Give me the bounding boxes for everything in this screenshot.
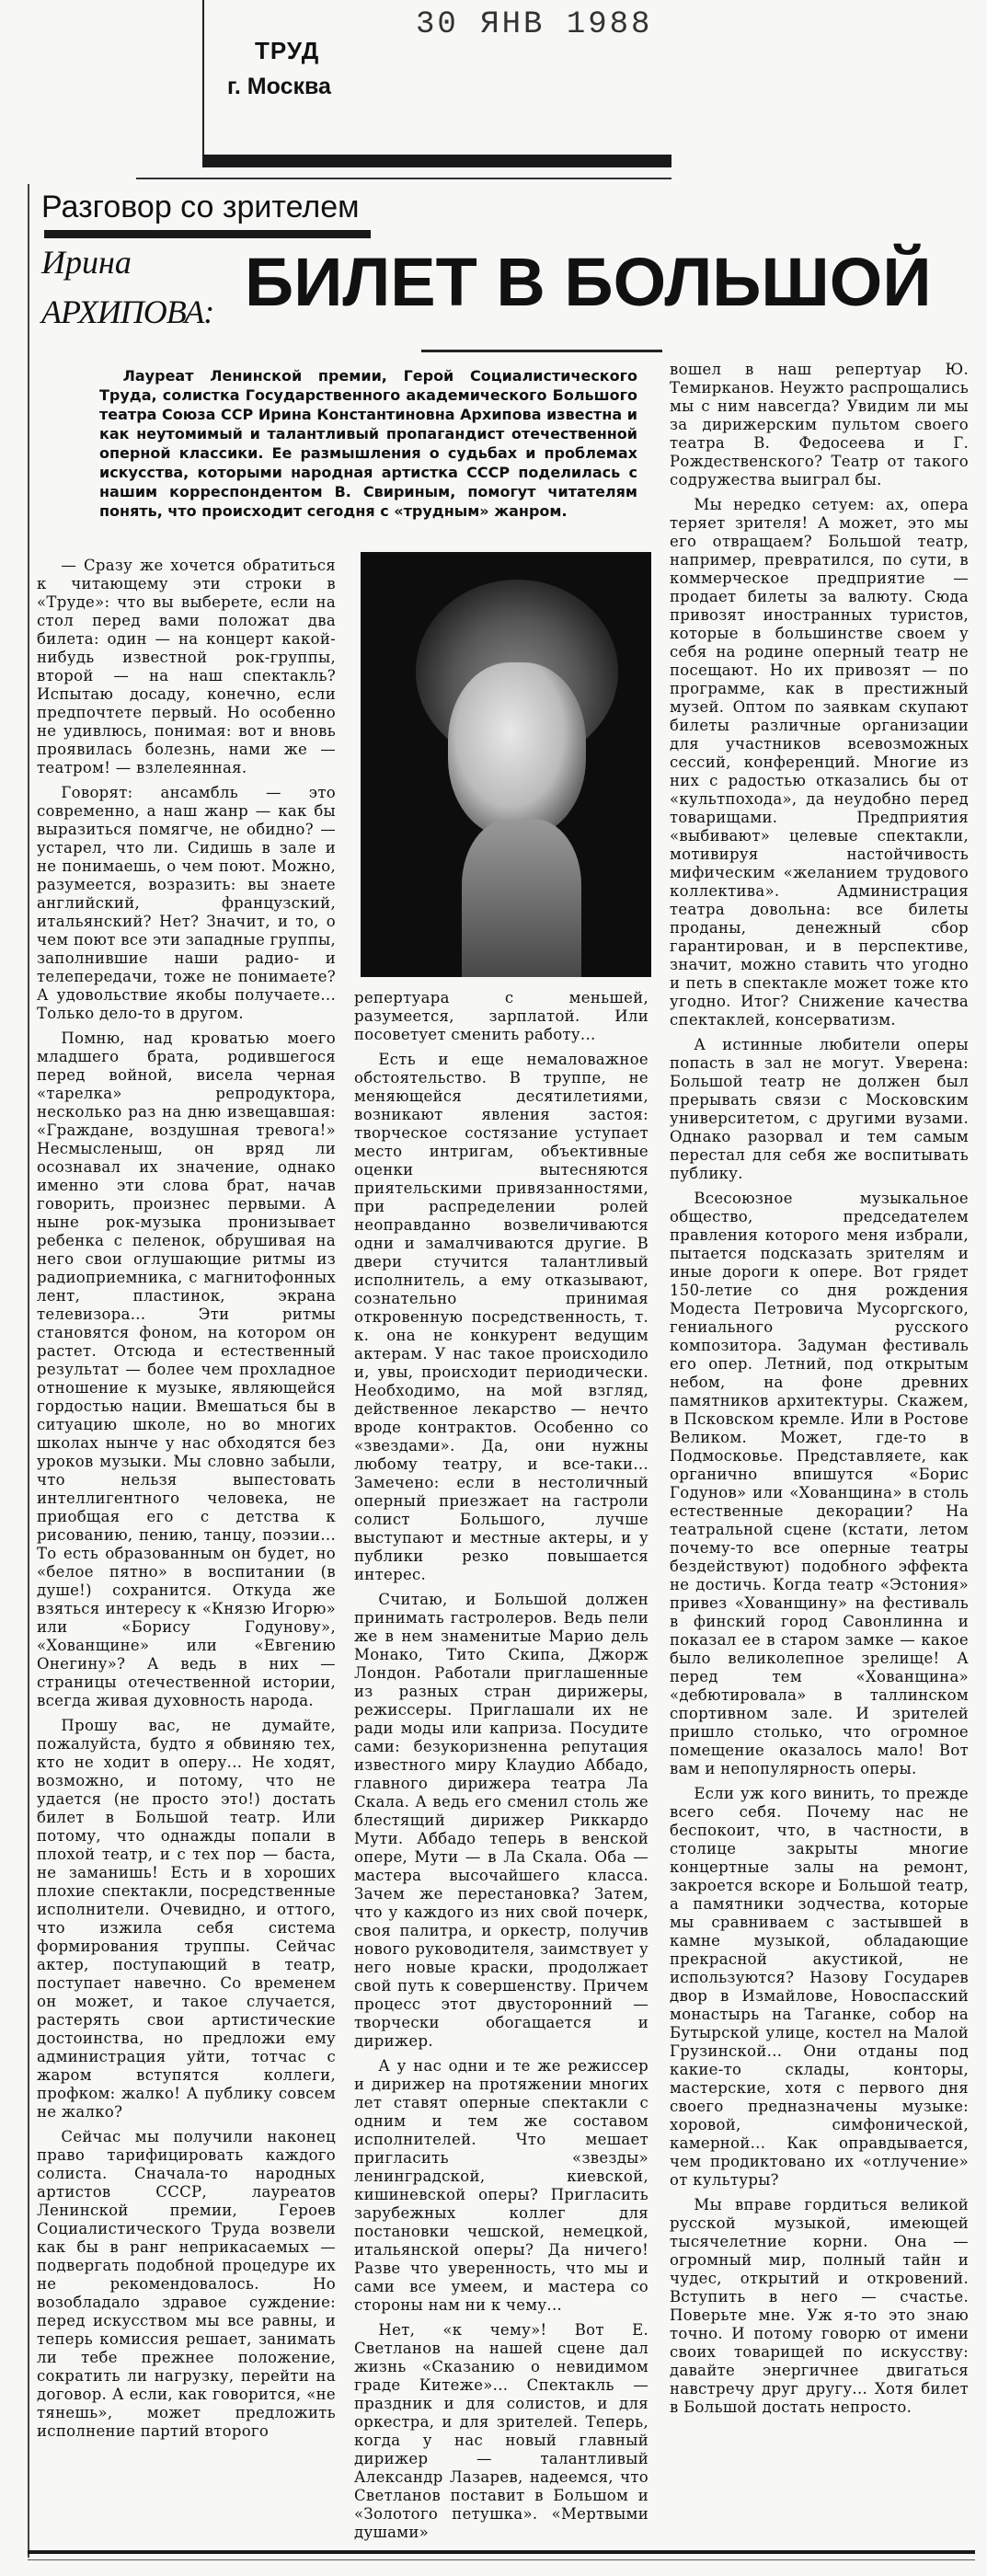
paragraph: Считаю, и Большой должен принимать гастролеров. Ведь пели же в нем знаменитые Марио дель Монако, Тито Скипа, Джорж Лондон. Работали приглашенные из разных стран дирижеры, режиссеры. Приглашали их не ради моды или каприза. Посудите сами: безукоризненна репутация известного миру Клаудио Аббадо, главного дирижера театра Ла Скала. А ведь его сменил столь же блестящий дирижер Риккардо Мути. Аббадо теперь в венской опере, Мути — в Ла Скала. Оба — мастера высочайшего класса. Зачем же перестановка? Затем, что у каждого из них свой почерк, своя палитра, и оркестр, получив нового руководителя, заимствует у него новые краски, продолжает свой путь к совершенству. Причем процесс этот двусторонний — творчески обогащается и дирижер.: [354, 1591, 648, 2050]
paragraph: репертуара с меньшей, разумеется, зарплатой. Или посоветует сменить работу...: [354, 989, 648, 1043]
masthead-box: [202, 0, 671, 158]
paragraph: Прошу вас, не думайте, пожалуйста, будто я обвиняю тех, кто не ходит в оперу... Не ходят, возможно, и потому, что не удается (не просто это!) достать билет в Большой театр. Или потому, что однажды попали в плохой театр, и с тех пор — баста, не заманишь! Есть и в хороших плохие спектакли, посредственные исполнители. Очевидно, и оттого, что изжила себя система формирования труппы. Сейчас актер, поступающий в театр, поступает навечно. Со временем он может, и такое случается, растерять свои артистические достоинства, но предложи ему администрация уйти, тотчас с жаром вступятся коллеги, профком: жалко! А публику совсем не жалко?: [37, 1717, 336, 2121]
masthead-thin-divider: [136, 178, 671, 179]
newspaper-city: г. Москва: [227, 74, 331, 99]
article-column-3: [670, 361, 969, 2423]
bottom-thin-rule: [28, 2559, 975, 2560]
masthead-bar-divider: [202, 155, 671, 167]
rubric-label: Разговор со зрителем: [41, 190, 360, 224]
photo-face-shape: [448, 662, 586, 837]
paragraph: вошел в наш репертуар Ю. Темирканов. Неужто распрощались мы с ним навсегда? Увидим ли мы за дирижерским пультом своего театра В. Федосеева и Г. Рождественского? Театр от такого содружества выиграл бы.: [670, 361, 969, 489]
bottom-rule: [28, 2550, 975, 2554]
headline: БИЛЕТ В БОЛЬШОЙ: [245, 244, 932, 320]
paragraph: Мы вправе гордиться великой русской музыкой, имеющей тысячелетние корни. Она — огромный мир, полный тайн и чудес, открытий и откровений. Вступить в него — счастье. Поверьте мне. Уж я-то это знаю точно. И потому говорю от имени своих товарищей по искусству: давайте энергичнее двигаться навстречу друг другу... Хотя билет в Большой достать непросто.: [670, 2196, 969, 2416]
paragraph: Сейчас мы получили наконец право тарифицировать каждого солиста. Сначала-то народных артистов СССР, лауреатов Ленинской премии, Героев Социалистического Труда возвели как бы в ранг неприкасаемых — подвергать подобной процедуре их не рекомендовалось. Но возобладало здравое суждение: перед искусством мы все равны, и теперь комиссия решает, занимать ли тебе прежнее положение, сократить ли нагрузку, перейти на договор. А если, как говорится, «не тянешь», может предложить исполнение партий второго: [37, 2128, 336, 2440]
paragraph: Мы нередко сетуем: ах, опера теряет зрителя! А может, это мы его отвращаем? Большой театр, например, превратился, по сути, в коммерческое предприятие — продает билеты за валюту. Сюда привозят иностранных туристов, которые в большинстве своем у себя на родине оперный театр не посещают. Но их привозят — по программе, как в престижный музей. Оптом по заявкам скупают билеты различные организации для участников всевозможных сессий, конференций. Многие из них с радостью отказались бы от «культпохода», да неудобно перед товарищами. Предприятия «выбивают» целевые спектакли, мотивируя настойчивость мифическим «желанием трудового коллектива». Администрация театра довольна: все билеты проданы, денежный сбор гарантирован, и в перспективе, значит, можно ставить что угодно и петь в спектакле может тоже кто угодно. Итог? Снижение качества спектаклей, консерватизм.: [670, 496, 969, 1029]
paragraph: А истинные любители оперы попасть в зал не могут. Уверена: Большой театр не должен был прерывать связи с Московским университетом, с другими вузами. Однако разорвал и тем самым перестал для себя же воспитывать публику.: [670, 1036, 969, 1182]
paragraph: Помню, над кроватью моего младшего брата, родившегося перед войной, висела черная «тарелка» репродуктора, несколько раз на дню извещавшая: «Граждане, воздушная тревога!» Несмысленыш, он вряд ли осознавал их значение, однако именно эти слова брат, начав говорить, произнес первыми. А ныне рок-музыка пронизывает ребенка с пеленок, обрушивая на него свои оглушающие ритмы из радиоприемника, с магнитофонных лент, пластинок, экрана телевизора... Эти ритмы становятся фоном, на котором он растет. Отсюда и естественный результат — более чем прохладное отношение к музыке, являющейся гордостью нации. Вмешаться бы в ситуацию школе, но во многих школах нынче у нас обходятся без уроков музыки. Мы словно забыли, что нельзя выпестовать интеллигентного человека, не приобщая его с детства к рисованию, пению, танцу, поэзии... То есть образованным он будет, но «белое пятно» в воспитании (в душе!) сохранится. Откуда же взяться интересу к «Князю Игорю» или «Борису Годунову», «Хованщине» или «Евгению Онегину»? А ведь в них — страницы отечественной истории, всегда живая духовность народа.: [37, 1029, 336, 1709]
paragraph: А у нас одни и те же режиссер и дирижер на протяжении многих лет ставят оперные спектакли с одним и тем же составом исполнителей. Что мешает пригласить «звезды» ленинградской, киевской, кишиневской оперы? Пригласить зарубежных коллег для постановки чешской, немецкой, итальянской оперы? Да ничего! Разве что уверенность, что мы и сами все умеем, и мастера со стороны нам ни к чему...: [354, 2057, 648, 2314]
newspaper-name: ТРУД: [255, 37, 320, 64]
date-stamp: 30 ЯНВ 1988: [416, 7, 653, 42]
headline-underline: [421, 350, 662, 352]
paragraph: Говорят: ансамбль — это современно, а наш жанр — как бы выразиться помягче, не обидно? — устарел, что ли. Сидишь в зале и не понимаешь, о чем поют. Можно, разумеется, возразить: вы знаете английский, французский, итальянский? Нет? Значит, и то, о чем поют все эти западные группы, заполнившие наши радио- и телепередачи, тоже не понимаете? А удовольствие якобы получаете... Только дело-то в другом.: [37, 784, 336, 1022]
portrait-photo: [361, 552, 651, 977]
paragraph: Нет, «к чему»! Вот Е. Светланов на нашей сцене дал жизнь «Сказанию о невидимом граде Китеже»... Спектакль — праздник и для солистов, и для оркестра, и для зрителей. Теперь, когда у нас новый главный дирижер — талантливый Александр Лазарев, надеемся, что Светланов поставит в Большом и «Золотого петушка». «Мертвыми душами»: [354, 2321, 648, 2541]
paragraph: Есть и еще немаловажное обстоятельство. В труппе, не меняющейся десятилетиями, возникают явления застоя: творческое состязание уступает место интригам, объективные оценки вытесняются приятельскими привязанностями, при распределении ролей неоправданно возвеличиваются одни и замалчиваются другие. В двери стучится талантливый исполнитель, а ему отказывают, сознательно принимая откровенную посредственность, т. к. она не конкурент ведущим актерам. У нас такое происходило и, увы, происходит периодически. Необходимо, на мой взгляд, действенное лекарство — нечто вроде контрактов. Особенно со «звездами». Да, они нужны любому театру, и все-таки... Замечено: если в нестоличный оперный приезжает на гастроли солист Большого, лучше выступают и местные актеры, и у публики резко повышается интерес.: [354, 1051, 648, 1583]
rubric-underline: [44, 230, 371, 238]
photo-neck-shape: [462, 819, 581, 977]
author-last-name: АРХИПОВА:: [41, 293, 214, 330]
left-margin-rule: [28, 184, 29, 2558]
article-column-1: [37, 557, 336, 2447]
paragraph: Если уж кого винить, то прежде всего себя. Почему нас не беспокоит, что, в частности, в столице закрыты многие концертные залы на ремонт, закроется вскоре и Большой театр, а памятники зодчества, которые мы сравниваем с застывшей в камне музыкой, обладающие прекрасной акустикой, не используются? Назову Государев двор в Измайлове, Новоспасский монастырь на Таганке, собор на Бутырской улице, костел на Малой Грузинской... Они отданы под какие-то склады, конторы, мастерские, хотя с первого дня своего предназначены музыке: хоровой, симфонической, камерной... Как оправдывается, чем продиктовано их «отлучение» от культуры?: [670, 1785, 969, 2189]
paragraph: Всесоюзное музыкальное общество, председателем правления которого меня избрали, пытается подсказать зрителям и иные дороги к опере. Вот грядет 150-летие со дня рождения Модеста Петровича Мусоргского, гениального русского композитора. Задуман фестиваль его опер. Летний, под открытым небом, на фоне древних памятников архитектуры. Скажем, в Псковском кремле. Или в Ростове Великом. Может, где-то в Подмосковье. Представляете, как органично впишутся «Борис Годунов» или «Хованщина» в столь естественные декорации? На театральной сцене (кстати, летом почему-то все оперные театры бездействуют) подобного эффекта не достичь. Когда театр «Эстония» привез «Хованщину» на фестиваль в финский город Савонлинна и показал ее в старом замке — какое было великолепное зрелище! А перед тем «Хованщина» «дебютировала» в таллинском спортивном зале. И зрителей пришло столько, что огромное помещение оказалось мало! Вот вам и непопулярность оперы.: [670, 1190, 969, 1777]
lead-paragraph: Лауреат Ленинской премии, Герой Социалистического Труда, солистка Государственного академического Большого театра Союза ССР Ирина Константиновна Архипова известна и как неутомимый и талантливый пропагандист отечественной оперной классики. Ее размышления о судьбах и проблемах искусства, которыми народная артистка СССР поделилась с нашим корреспондентом В. Свириным, помогут читателям понять, что происходит сегодня с «трудным» жанром.: [99, 367, 637, 520]
paragraph: — Сразу же хочется обратиться к читающему эти строки в «Труде»: что вы выберете, если на стол перед вами положат два билета: один — на концерт какой-нибудь известной рок-группы, второй — на наш спектакль? Испытаю досаду, конечно, если предпочтете первый. Но особенно не удивлюсь, понимая: вот и вновь проявилась болезнь, нами же — театром! — взлелеянная.: [37, 557, 336, 776]
author-first-name: Ирина: [41, 244, 132, 281]
article-column-2: [354, 989, 648, 2548]
